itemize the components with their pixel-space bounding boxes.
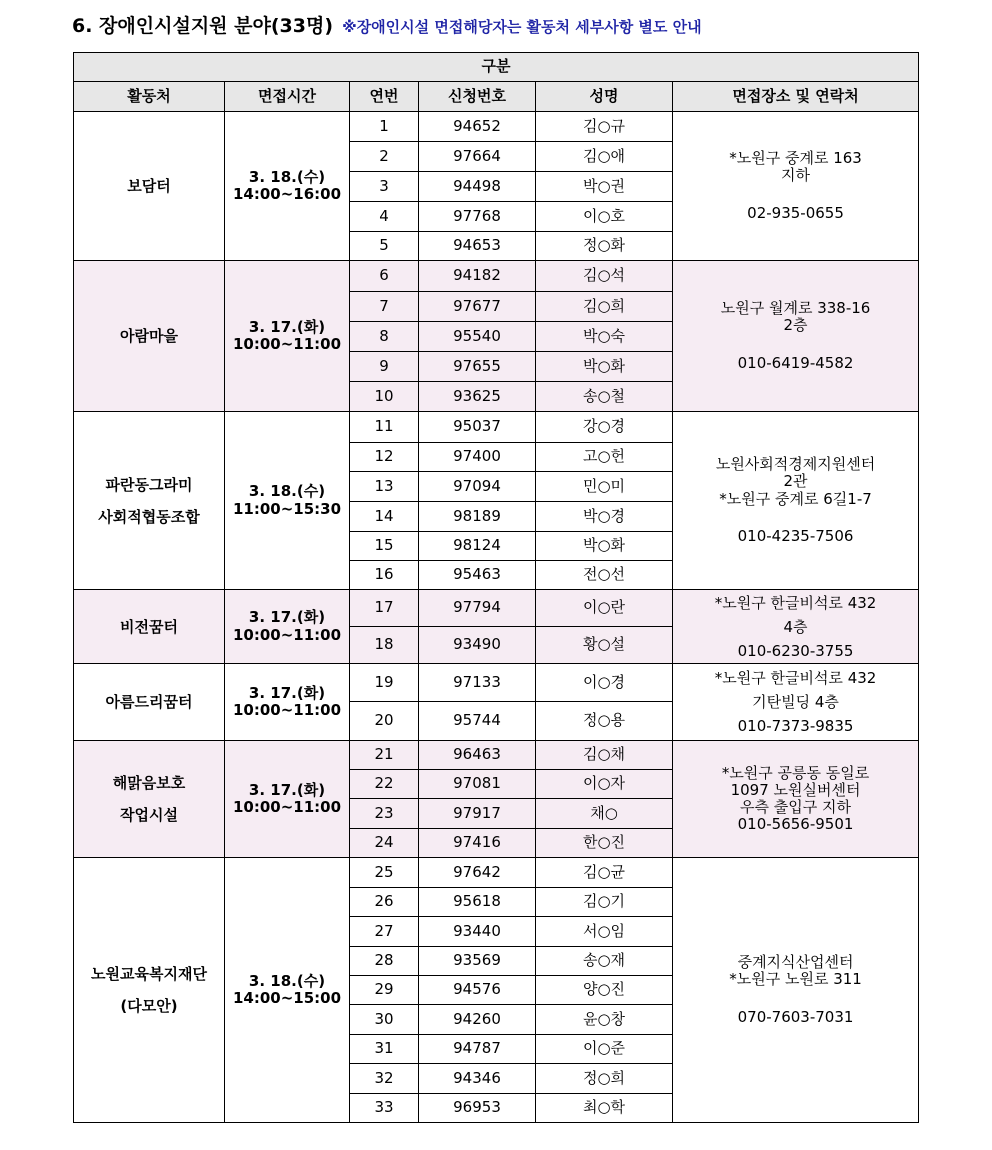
group-header: 구분 bbox=[74, 53, 919, 82]
applicant-name-cell: 이○란 bbox=[536, 590, 673, 627]
applicant-name-cell: 송○철 bbox=[536, 382, 673, 412]
application-no-cell: 94498 bbox=[419, 172, 536, 202]
application-no-cell: 97794 bbox=[419, 590, 536, 627]
location-line: 010-5656-9501 bbox=[737, 815, 854, 834]
interview-date: 3. 18.(수) bbox=[248, 167, 326, 186]
applicant-name-cell: 이○자 bbox=[536, 770, 673, 799]
column-header-no: 연번 bbox=[350, 82, 419, 112]
location-line: *노원구 중계로 6길1-7 bbox=[719, 489, 872, 508]
interview-date: 3. 17.(화) bbox=[248, 780, 326, 799]
location-contact-cell bbox=[673, 741, 919, 858]
serial-no-cell: 18 bbox=[350, 627, 419, 664]
group-header-row bbox=[74, 53, 919, 82]
location-line: 010-7373-9835 bbox=[737, 717, 854, 735]
serial-no-cell: 25 bbox=[350, 858, 419, 888]
serial-no-cell: 20 bbox=[350, 702, 419, 741]
table-row bbox=[74, 412, 919, 443]
applicant-name-cell: 전○선 bbox=[536, 561, 673, 590]
interview-date: 3. 17.(화) bbox=[248, 683, 326, 702]
applicant-name-cell: 박○숙 bbox=[536, 322, 673, 352]
table-row bbox=[74, 590, 919, 627]
table-row bbox=[74, 112, 919, 142]
application-no-cell: 95463 bbox=[419, 561, 536, 590]
location-spacer bbox=[673, 989, 918, 1009]
location-line: *노원구 한글비석로 432 bbox=[714, 669, 877, 687]
place-cell bbox=[74, 858, 225, 1123]
interview-date: 3. 17.(화) bbox=[248, 608, 326, 627]
serial-no-cell: 4 bbox=[350, 202, 419, 232]
applicant-name-cell: 양○진 bbox=[536, 976, 673, 1005]
serial-no-cell: 29 bbox=[350, 976, 419, 1005]
table-body bbox=[74, 112, 919, 1123]
applicant-name-cell: 정○용 bbox=[536, 702, 673, 741]
section-heading: 6. 장애인시설지원 분야(33명) bbox=[72, 15, 334, 37]
applicant-name-cell: 이○준 bbox=[536, 1035, 673, 1064]
location-line: 노원구 월계로 338-16 bbox=[720, 299, 871, 318]
location-spacer bbox=[673, 185, 918, 205]
serial-no-cell: 12 bbox=[350, 443, 419, 472]
applicant-name-cell: 채○ bbox=[536, 799, 673, 829]
application-no-cell: 94576 bbox=[419, 976, 536, 1005]
interview-hours: 10:00~11:00 bbox=[232, 335, 342, 353]
application-no-cell: 97655 bbox=[419, 352, 536, 382]
location-contact-cell bbox=[673, 112, 919, 261]
location-contact-cell bbox=[673, 261, 919, 412]
application-no-cell: 96463 bbox=[419, 741, 536, 770]
interview-hours: 10:00~11:00 bbox=[232, 701, 342, 719]
location-contact-cell bbox=[673, 858, 919, 1123]
application-no-cell: 97094 bbox=[419, 472, 536, 502]
interview-date: 3. 18.(수) bbox=[248, 482, 326, 501]
serial-no-cell: 9 bbox=[350, 352, 419, 382]
serial-no-cell: 15 bbox=[350, 532, 419, 561]
serial-no-cell: 32 bbox=[350, 1064, 419, 1094]
applicant-name-cell: 박○경 bbox=[536, 502, 673, 532]
applicant-name-cell: 강○경 bbox=[536, 412, 673, 443]
column-header-application: 신청번호 bbox=[419, 82, 536, 112]
applicant-name-cell: 한○진 bbox=[536, 829, 673, 858]
applicant-name-cell: 김○채 bbox=[536, 741, 673, 770]
application-no-cell: 93490 bbox=[419, 627, 536, 664]
place-cell bbox=[74, 664, 225, 741]
section-title bbox=[72, 14, 702, 38]
application-no-cell: 94787 bbox=[419, 1035, 536, 1064]
applicant-name-cell: 김○희 bbox=[536, 292, 673, 322]
location-line: *노원구 중계로 163 bbox=[729, 149, 862, 168]
interview-hours: 11:00~15:30 bbox=[232, 499, 342, 518]
serial-no-cell: 6 bbox=[350, 261, 419, 292]
section-note: ※장애인시설 면접해당자는 활동처 세부사항 별도 안내 bbox=[342, 18, 702, 36]
interview-hours: 14:00~15:00 bbox=[232, 989, 342, 1007]
location-line: 4층 bbox=[783, 617, 808, 636]
application-no-cell: 97133 bbox=[419, 664, 536, 702]
serial-no-cell: 7 bbox=[350, 292, 419, 322]
location-line: 우측 출입구 지하 bbox=[740, 798, 852, 816]
application-no-cell: 95618 bbox=[419, 888, 536, 917]
serial-no-cell: 5 bbox=[350, 232, 419, 261]
interview-date: 3. 18.(수) bbox=[248, 971, 326, 990]
application-no-cell: 97664 bbox=[419, 142, 536, 172]
application-no-cell: 97917 bbox=[419, 799, 536, 829]
table-row bbox=[74, 741, 919, 770]
application-no-cell: 97642 bbox=[419, 858, 536, 888]
place-name: 파란동그라미 bbox=[105, 475, 193, 494]
serial-no-cell: 27 bbox=[350, 917, 419, 947]
application-no-cell: 94182 bbox=[419, 261, 536, 292]
interview-date: 3. 17.(화) bbox=[248, 317, 326, 336]
serial-no-cell: 28 bbox=[350, 947, 419, 976]
place-name: 아람마을 bbox=[120, 327, 178, 345]
serial-no-cell: 14 bbox=[350, 502, 419, 532]
location-line: 070-7603-7031 bbox=[737, 1007, 854, 1026]
location-line: 010-4235-7506 bbox=[737, 526, 854, 545]
interview-schedule-table bbox=[73, 52, 919, 1123]
application-no-cell: 94652 bbox=[419, 112, 536, 142]
applicant-name-cell: 김○기 bbox=[536, 888, 673, 917]
applicant-name-cell: 박○화 bbox=[536, 352, 673, 382]
serial-no-cell: 17 bbox=[350, 590, 419, 627]
application-no-cell: 97400 bbox=[419, 443, 536, 472]
place-cell bbox=[74, 261, 225, 412]
application-no-cell: 94653 bbox=[419, 232, 536, 261]
place-cell bbox=[74, 741, 225, 858]
serial-no-cell: 21 bbox=[350, 741, 419, 770]
location-line: 1097 노원실버센터 bbox=[730, 780, 861, 799]
column-header-name: 성명 bbox=[536, 82, 673, 112]
interview-hours: 10:00~11:00 bbox=[232, 625, 342, 644]
interview-time-cell bbox=[225, 858, 350, 1123]
place-name: 노원교육복지재단 bbox=[91, 965, 207, 983]
serial-no-cell: 26 bbox=[350, 888, 419, 917]
location-line: 010-6230-3755 bbox=[737, 641, 854, 660]
application-no-cell: 98189 bbox=[419, 502, 536, 532]
place-name: 보담터 bbox=[127, 177, 171, 195]
applicant-name-cell: 서○임 bbox=[536, 917, 673, 947]
serial-no-cell: 23 bbox=[350, 799, 419, 829]
interview-time-cell bbox=[225, 741, 350, 858]
serial-no-cell: 22 bbox=[350, 770, 419, 799]
applicant-name-cell: 김○석 bbox=[536, 261, 673, 292]
place-name: (다모안) bbox=[120, 997, 178, 1015]
application-no-cell: 98124 bbox=[419, 532, 536, 561]
location-line: *노원구 공릉동 동일로 bbox=[721, 763, 870, 782]
application-no-cell: 93440 bbox=[419, 917, 536, 947]
serial-no-cell: 24 bbox=[350, 829, 419, 858]
applicant-name-cell: 이○경 bbox=[536, 664, 673, 702]
applicant-name-cell: 황○설 bbox=[536, 627, 673, 664]
serial-no-cell: 33 bbox=[350, 1094, 419, 1123]
serial-no-cell: 16 bbox=[350, 561, 419, 590]
column-header-location: 면접장소 및 연락처 bbox=[673, 82, 919, 112]
table-row bbox=[74, 664, 919, 702]
serial-no-cell: 8 bbox=[350, 322, 419, 352]
location-line: *노원구 노원로 311 bbox=[729, 970, 862, 989]
applicant-name-cell: 최○학 bbox=[536, 1094, 673, 1123]
application-no-cell: 97081 bbox=[419, 770, 536, 799]
applicant-name-cell: 정○화 bbox=[536, 232, 673, 261]
application-no-cell: 95540 bbox=[419, 322, 536, 352]
place-name: 아름드리꿈터 bbox=[105, 693, 193, 711]
interview-time-cell bbox=[225, 412, 350, 590]
serial-no-cell: 1 bbox=[350, 112, 419, 142]
location-line: 2층 bbox=[783, 316, 808, 335]
serial-no-cell: 11 bbox=[350, 412, 419, 443]
location-contact-cell bbox=[673, 412, 919, 590]
serial-no-cell: 2 bbox=[350, 142, 419, 172]
serial-no-cell: 31 bbox=[350, 1035, 419, 1064]
location-line: 노원사회적경제지원센터 bbox=[715, 455, 876, 473]
serial-no-cell: 13 bbox=[350, 472, 419, 502]
application-no-cell: 97416 bbox=[419, 829, 536, 858]
location-line: 2관 bbox=[783, 472, 808, 491]
interview-time-cell bbox=[225, 261, 350, 412]
application-no-cell: 96953 bbox=[419, 1094, 536, 1123]
interview-time-cell bbox=[225, 590, 350, 664]
applicant-name-cell: 김○균 bbox=[536, 858, 673, 888]
location-contact-cell bbox=[673, 590, 919, 664]
serial-no-cell: 30 bbox=[350, 1005, 419, 1035]
column-header-row bbox=[74, 82, 919, 112]
interview-time-cell bbox=[225, 112, 350, 261]
applicant-name-cell: 민○미 bbox=[536, 472, 673, 502]
place-cell bbox=[74, 112, 225, 261]
application-no-cell: 93569 bbox=[419, 947, 536, 976]
application-no-cell: 95744 bbox=[419, 702, 536, 741]
application-no-cell: 95037 bbox=[419, 412, 536, 443]
applicant-name-cell: 김○애 bbox=[536, 142, 673, 172]
place-cell bbox=[74, 412, 225, 590]
place-name: 작업시설 bbox=[120, 806, 178, 824]
application-no-cell: 94260 bbox=[419, 1005, 536, 1035]
table-row bbox=[74, 261, 919, 292]
serial-no-cell: 10 bbox=[350, 382, 419, 412]
interview-hours: 10:00~11:00 bbox=[232, 798, 342, 816]
place-name: 해맑음보호 bbox=[112, 774, 186, 792]
application-no-cell: 93625 bbox=[419, 382, 536, 412]
applicant-name-cell: 이○호 bbox=[536, 202, 673, 232]
applicant-name-cell: 박○화 bbox=[536, 532, 673, 561]
interview-hours: 14:00~16:00 bbox=[232, 185, 342, 203]
location-line: 지하 bbox=[781, 166, 811, 185]
applicant-name-cell: 박○권 bbox=[536, 172, 673, 202]
location-line: 기탄빌딩 4층 bbox=[752, 693, 839, 711]
location-line: 중계지식산업센터 bbox=[737, 953, 854, 972]
location-spacer bbox=[673, 335, 918, 355]
application-no-cell: 94346 bbox=[419, 1064, 536, 1094]
applicant-name-cell: 김○규 bbox=[536, 112, 673, 142]
location-line: *노원구 한글비석로 432 bbox=[714, 593, 877, 612]
serial-no-cell: 19 bbox=[350, 664, 419, 702]
column-header-place: 활동처 bbox=[74, 82, 225, 112]
serial-no-cell: 3 bbox=[350, 172, 419, 202]
place-name: 비전꿈터 bbox=[120, 617, 178, 636]
column-header-time: 면접시간 bbox=[225, 82, 350, 112]
applicant-name-cell: 송○재 bbox=[536, 947, 673, 976]
application-no-cell: 97768 bbox=[419, 202, 536, 232]
location-line: 02-935-0655 bbox=[747, 203, 844, 222]
applicant-name-cell: 고○헌 bbox=[536, 443, 673, 472]
location-line: 010-6419-4582 bbox=[737, 353, 854, 372]
application-no-cell: 97677 bbox=[419, 292, 536, 322]
location-spacer bbox=[673, 508, 918, 528]
applicant-name-cell: 정○희 bbox=[536, 1064, 673, 1094]
applicant-name-cell: 윤○창 bbox=[536, 1005, 673, 1035]
table-row bbox=[74, 858, 919, 888]
interview-time-cell bbox=[225, 664, 350, 741]
location-contact-cell bbox=[673, 664, 919, 741]
place-cell bbox=[74, 590, 225, 664]
place-name: 사회적협동조합 bbox=[98, 507, 200, 526]
